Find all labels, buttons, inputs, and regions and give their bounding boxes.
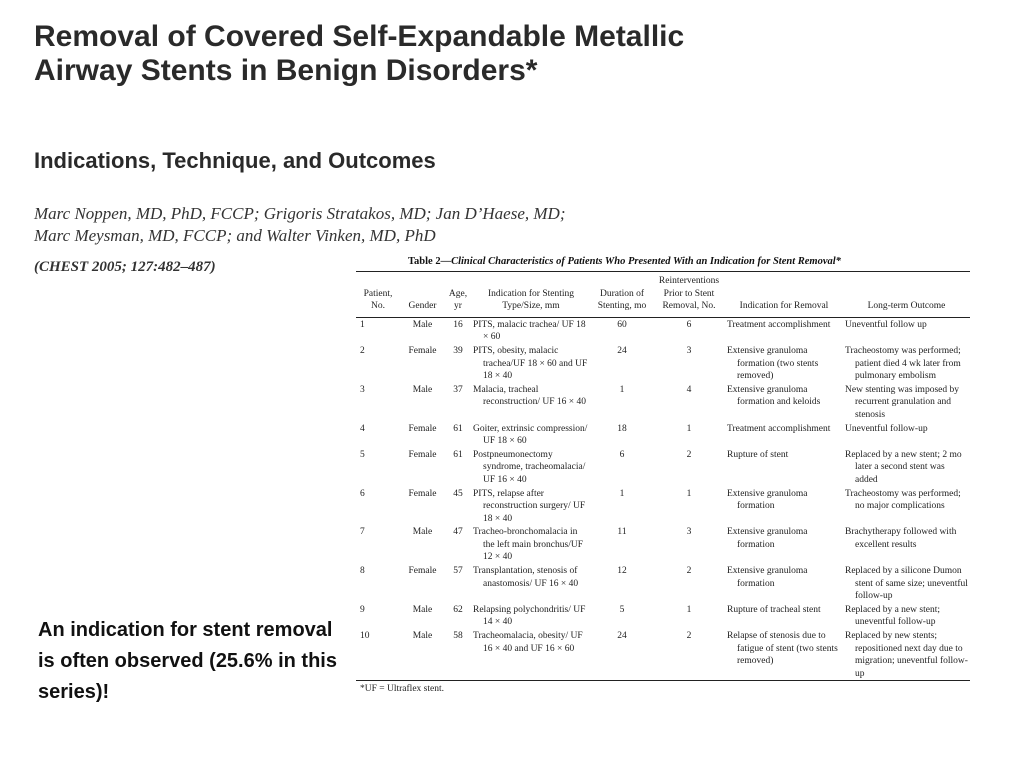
table-cell: Tracheostomy was performed; no major complications bbox=[845, 488, 961, 512]
column-header: Long-term Outcome bbox=[843, 272, 970, 318]
table-cell: 2 bbox=[686, 631, 692, 642]
table-cell: Female bbox=[408, 449, 437, 460]
table-cell: Male bbox=[412, 604, 433, 615]
table-cell: Replaced by a new stent; 2 mo later a second stent was added bbox=[845, 449, 962, 485]
table-cell: 60 bbox=[617, 319, 627, 330]
table-cell: Replaced by a silicone Dumon stent of same size; uneventful follow-up bbox=[845, 566, 968, 602]
table-cell: 57 bbox=[453, 566, 463, 577]
column-header: Indication for Removal bbox=[725, 272, 843, 318]
table-cell: 47 bbox=[453, 527, 463, 538]
table-cell: Male bbox=[412, 631, 433, 642]
table-cell: Tracheostomy was performed; patient died 4 wk later from pulmonary embolism bbox=[845, 345, 961, 382]
table-cell: PITS, obesity, malacic trachea/UF 18 × 60 and UF 18 × 40 bbox=[473, 345, 588, 382]
table-cell: Treatment accomplishment bbox=[727, 319, 831, 330]
table-cell: Brachytherapy followed with excellent results bbox=[845, 527, 957, 550]
table-cell: 8 bbox=[360, 566, 365, 577]
table-cell: Male bbox=[412, 527, 433, 538]
table-cell: 1 bbox=[619, 488, 625, 499]
table-cell: 18 bbox=[617, 423, 627, 434]
table-cell: 45 bbox=[453, 488, 463, 499]
table-cell: Male bbox=[412, 384, 433, 395]
column-header: Duration of Stenting, mo bbox=[591, 272, 653, 318]
table-cell: Goiter, extrinsic compression/ UF 18 × 60 bbox=[473, 423, 588, 447]
table-row bbox=[356, 564, 970, 603]
table-cell: 11 bbox=[617, 527, 627, 538]
table-cell: Extensive granuloma formation bbox=[727, 488, 808, 512]
table-cell: 7 bbox=[360, 527, 365, 538]
table-cell: Extensive granuloma formation bbox=[727, 566, 808, 589]
slide-caption: An indication for stent removal is often observed (25.6% in this series)! bbox=[38, 619, 337, 703]
table-row bbox=[356, 422, 970, 448]
table-cell: Uneventful follow-up bbox=[845, 423, 928, 434]
table-title bbox=[408, 256, 970, 267]
table-cell: Extensive granuloma formation bbox=[727, 527, 808, 550]
table-cell: Female bbox=[408, 423, 437, 434]
column-header: Reinterventions Prior to Stent Removal, No. bbox=[653, 272, 725, 318]
table-cell: Female bbox=[408, 566, 437, 577]
table-cell: 58 bbox=[453, 631, 463, 642]
table-cell: New stenting was imposed by recurrent granulation and stenosis bbox=[845, 384, 959, 420]
table-row bbox=[356, 487, 970, 526]
table-footnote: *UF = Ultraflex stent. bbox=[360, 684, 444, 695]
table-cell: PITS, malacic trachea/ UF 18 × 60 bbox=[473, 319, 586, 343]
table-header-row bbox=[356, 272, 970, 318]
table-label: Table 2 bbox=[408, 256, 441, 267]
journal-citation: (CHEST 2005; 127:482–487) bbox=[34, 259, 216, 275]
table-cell: Transplantation, stenosis of anastomosis/ UF 16 × 40 bbox=[473, 566, 579, 589]
table-cell: Extensive granuloma formation and keloids bbox=[727, 384, 821, 408]
slide-title: Removal of Covered Self-Expandable Metallic Airway Stents in Benign Disorders* bbox=[34, 20, 685, 87]
clinical-characteristics-table bbox=[356, 271, 970, 681]
table-cell: 12 bbox=[617, 566, 627, 577]
table-cell: 1 bbox=[360, 319, 365, 330]
table-cell: 5 bbox=[360, 449, 365, 460]
table-cell: 4 bbox=[360, 423, 365, 434]
table-cell: Postpneumonectomy syndrome, tracheomalacia/ UF 16 × 40 bbox=[473, 449, 586, 485]
table-cell: 6 bbox=[619, 449, 625, 460]
table-title-text: —Clinical Characteristics of Patients Who Presented With an Indication for Stent Removal* bbox=[440, 256, 841, 267]
table-cell: 24 bbox=[617, 631, 627, 642]
table-cell: Tracheo-bronchomalacia in the left main bronchus/UF 12 × 40 bbox=[473, 527, 583, 563]
table-cell: 61 bbox=[453, 423, 463, 434]
table-cell: 37 bbox=[453, 384, 463, 395]
table-body bbox=[356, 317, 970, 681]
table-cell: 1 bbox=[686, 423, 692, 434]
table-cell: 2 bbox=[686, 566, 692, 577]
clinical-characteristics-table-block bbox=[356, 256, 970, 694]
table-cell: Replaced by new stents; repositioned next day due to migration; uneventful follow-up bbox=[845, 631, 968, 679]
table-cell: 1 bbox=[619, 384, 625, 395]
table-cell: 10 bbox=[360, 631, 370, 642]
table-cell: 4 bbox=[686, 384, 692, 395]
table-cell: Extensive granuloma formation (two stents removed) bbox=[727, 345, 819, 382]
table-cell: Relapse of stenosis due to fatigue of stent (two stents removed) bbox=[727, 631, 838, 667]
table-cell: 61 bbox=[453, 449, 463, 460]
column-header: Patient, No. bbox=[356, 272, 400, 318]
table-cell: Malacia, tracheal reconstruction/ UF 16 × 40 bbox=[473, 384, 586, 408]
table-cell: 39 bbox=[453, 345, 463, 356]
table-cell: 3 bbox=[360, 384, 365, 395]
table-row bbox=[356, 603, 970, 629]
table-cell: 5 bbox=[619, 604, 625, 615]
table-cell: 6 bbox=[686, 319, 692, 330]
table-cell: Uneventful follow up bbox=[845, 319, 927, 330]
table-cell: 3 bbox=[686, 527, 692, 538]
table-cell: 1 bbox=[686, 604, 692, 615]
table-cell: Relapsing polychondritis/ UF 14 × 40 bbox=[473, 604, 586, 628]
table-row bbox=[356, 448, 970, 487]
column-header: Gender bbox=[400, 272, 445, 318]
table-row bbox=[356, 629, 970, 681]
table-cell: 62 bbox=[453, 604, 463, 615]
column-header: Indication for Stenting Type/Size, mm bbox=[471, 272, 591, 318]
table-cell: Replaced by a new stent; uneventful follow-up bbox=[845, 604, 940, 628]
table-cell: PITS, relapse after reconstruction surgery/ UF 18 × 40 bbox=[473, 488, 586, 524]
table-cell: Female bbox=[408, 345, 437, 356]
table-cell: 6 bbox=[360, 488, 365, 499]
authors-line-2: Marc Meysman, MD, FCCP; and Walter Vinken, MD, PhD bbox=[34, 226, 436, 245]
table-cell: 24 bbox=[617, 345, 627, 356]
authors-line-1: Marc Noppen, MD, PhD, FCCP; Grigoris Stratakos, MD; Jan D’Haese, MD; bbox=[34, 204, 566, 223]
table-cell: Treatment accomplishment bbox=[727, 423, 831, 434]
column-header: Age, yr bbox=[445, 272, 471, 318]
table-cell: Male bbox=[412, 319, 433, 330]
table-cell: 9 bbox=[360, 604, 365, 615]
table-row bbox=[356, 383, 970, 422]
table-row bbox=[356, 317, 970, 344]
table-cell: 16 bbox=[453, 319, 463, 330]
table-cell: Female bbox=[408, 488, 437, 499]
author-list bbox=[34, 203, 714, 247]
table-cell: 1 bbox=[686, 488, 692, 499]
table-cell: 3 bbox=[686, 345, 692, 356]
table-row bbox=[356, 344, 970, 383]
table-cell: Rupture of tracheal stent bbox=[727, 604, 821, 615]
table-row bbox=[356, 525, 970, 564]
table-cell: Tracheomalacia, obesity/ UF 16 × 40 and UF 16 × 60 bbox=[473, 631, 583, 654]
table-cell: 2 bbox=[686, 449, 692, 460]
table-cell: 2 bbox=[360, 345, 365, 356]
table-cell: Rupture of stent bbox=[727, 449, 789, 460]
slide-subtitle: Indications, Technique, and Outcomes bbox=[34, 148, 436, 173]
